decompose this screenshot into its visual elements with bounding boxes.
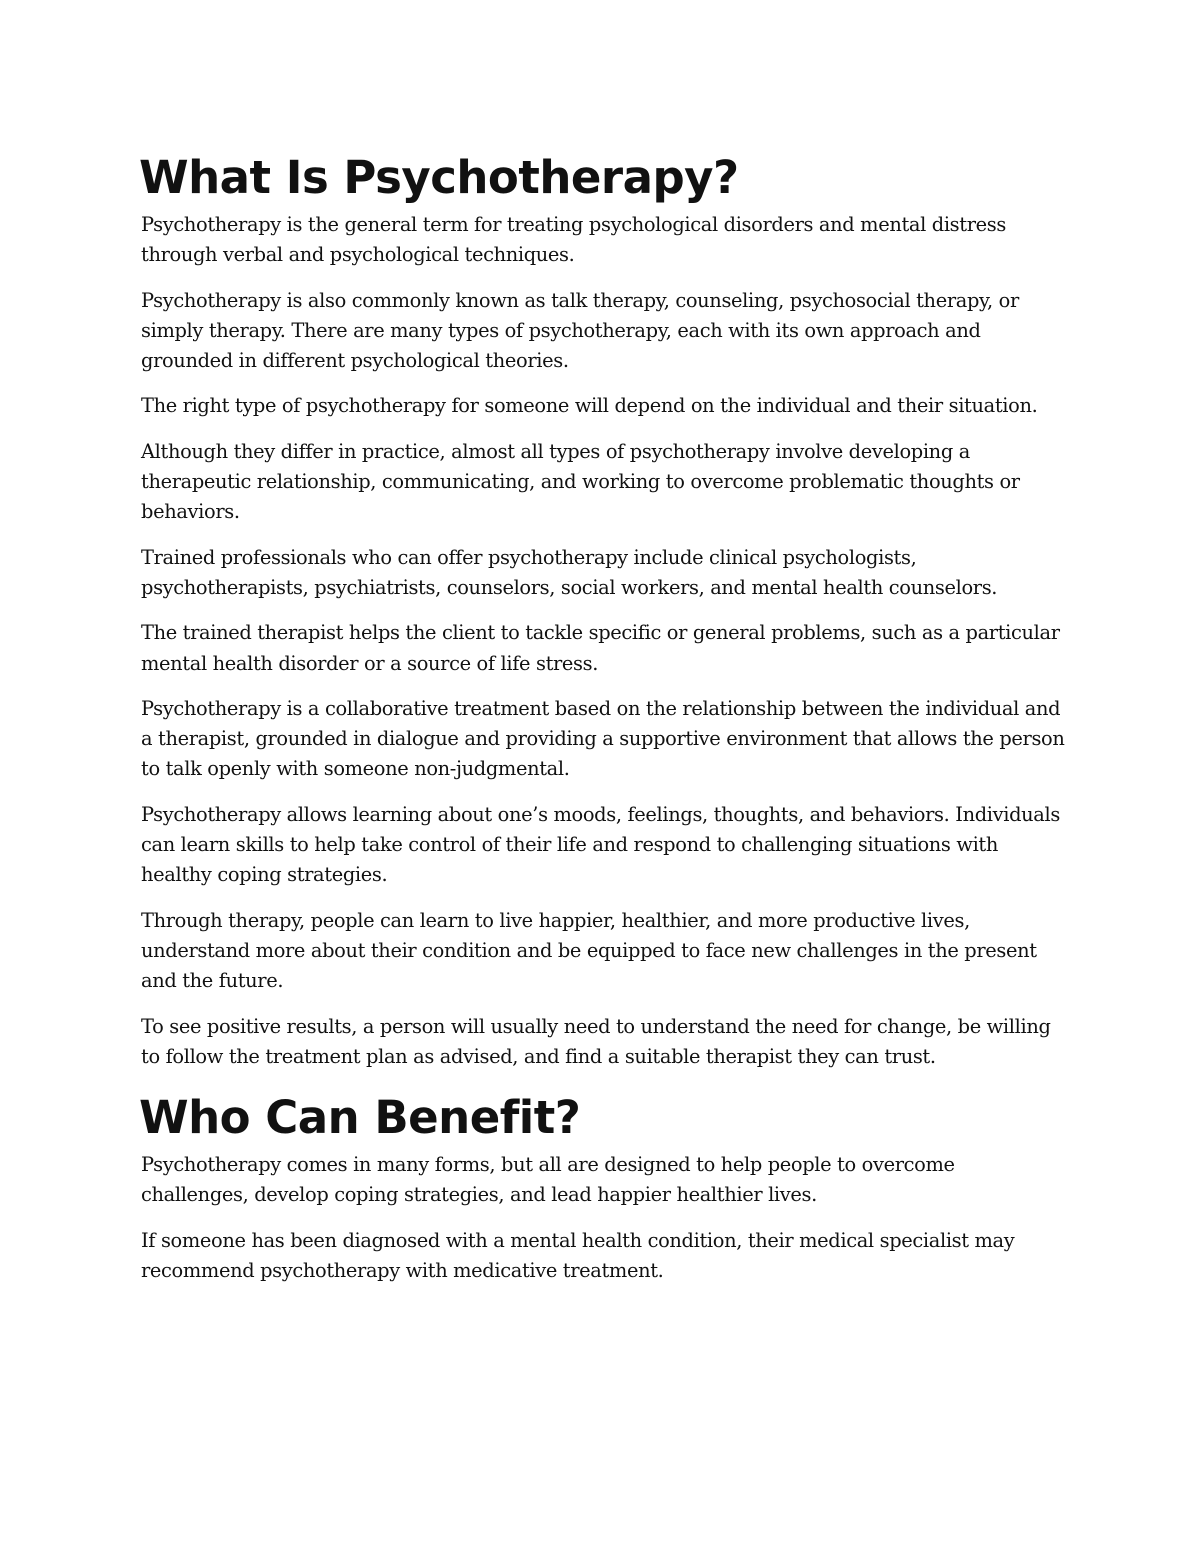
paragraph: Psychotherapy is also commonly known as talk therapy, counseling, psychosocial therapy, or simply therapy. There are many types of psychotherapy, each with its own approach and grounded in different psychological theories.	[141, 288, 1019, 373]
paragraph: Through therapy, people can learn to live happier, healthier, and more productive lives, understand more about their condition and be equipped to face new challenges in the present and the future.	[141, 908, 1037, 993]
section-heading-who-can-benefit: Who Can Benefit?	[139, 1091, 581, 1145]
document-body	[141, 150, 1066, 1301]
paragraph: Psychotherapy is the general term for treating psychological disorders and mental distress through verbal and psychological techniques.	[141, 213, 1006, 267]
section-heading-what-is-psychotherapy: What Is Psychotherapy?	[139, 151, 739, 204]
paragraph: The trained therapist helps the client to tackle specific or general problems, such as a particular mental health disorder or a source of life stress.	[141, 621, 1060, 675]
paragraph: Psychotherapy comes in many forms, but all are designed to help people to overcome challenges, develop coping strategies, and lead happier healthier lives.	[141, 1153, 955, 1207]
paragraph: The right type of psychotherapy for someone will depend on the individual and their situation.	[141, 394, 1038, 418]
paragraph: Trained professionals who can offer psychotherapy include clinical psychologists, psychotherapists, psychiatrists, counselors, social workers, and mental health counselors.	[141, 545, 998, 599]
paragraph: Psychotherapy is a collaborative treatment based on the relationship between the individual and a therapist, grounded in dialogue and providing a supportive environment that allows the person to talk openly with someone non-judgmental.	[141, 696, 1065, 781]
paragraph: If someone has been diagnosed with a mental health condition, their medical specialist may recommend psychotherapy with medicative treatment.	[141, 1228, 1015, 1283]
paragraph: To see positive results, a person will usually need to understand the need for change, be willing to follow the treatment plan as advised, and find a suitable therapist they can trust.	[141, 1014, 1051, 1068]
paragraph: Although they differ in practice, almost all types of psychotherapy involve developing a therapeutic relationship, communicating, and working to overcome problematic thoughts or behaviors.	[141, 439, 1020, 524]
paragraph: Psychotherapy allows learning about one’s moods, feelings, thoughts, and behaviors. Individuals can learn skills to help take control of their life and respond to challenging situations with healthy coping strategies.	[141, 802, 1060, 887]
